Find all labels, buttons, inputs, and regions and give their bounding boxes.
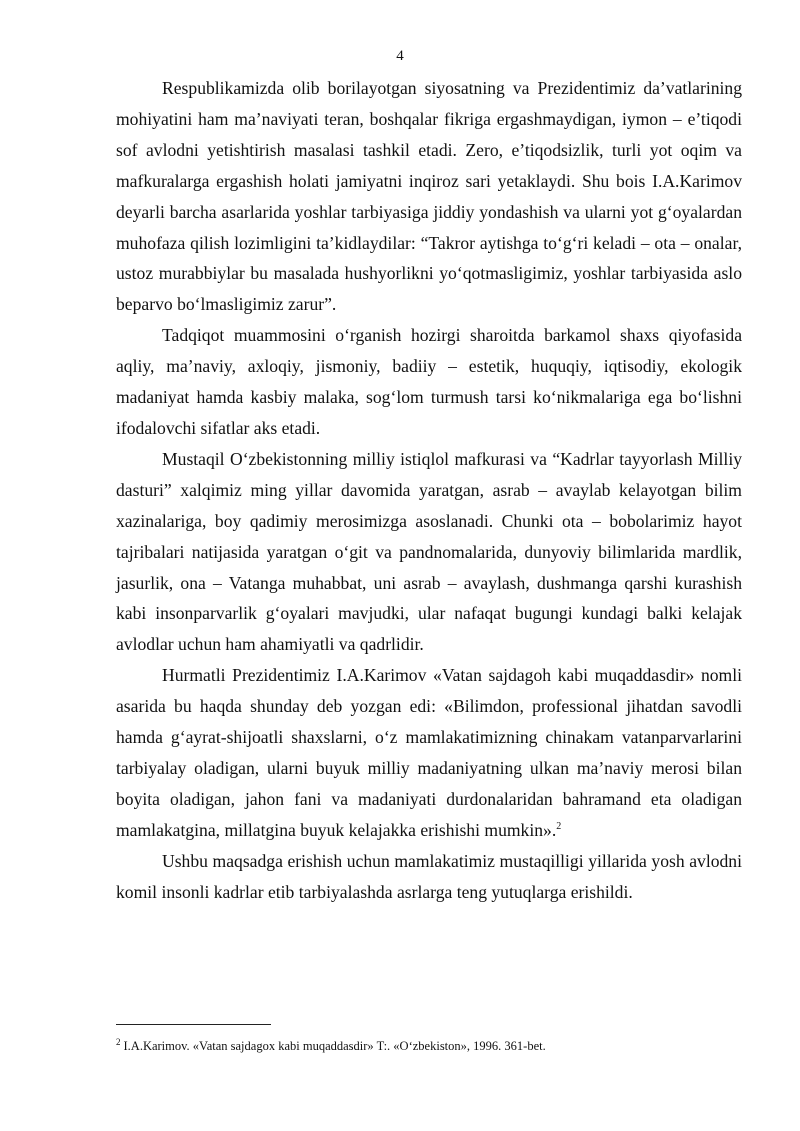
page-number: 4 bbox=[396, 48, 404, 64]
footnote bbox=[116, 1038, 742, 1054]
paragraph-5: Ushbu maqsadga erishish uchun mamlakatimiz mustaqilligi yillarida yosh avlodni komil insonli kadrlar etib tarbiyalashda asrlarga teng yutuqlarga erishildi. bbox=[116, 850, 742, 902]
paragraph-4-text: Hurmatli Prezidentimiz I.A.Karimov «Vatan sajdagoh kabi muqaddasdir» nomli asarida bu haqda shunday deb yozgan edi: «Bilimdon, professional jihatdan savodli hamda g‘ayrat-shijoatli shaxslarni, o‘z mamlakatimizning chinakam vatanparvarlarini tarbiyalay oladigan, ularni buyuk milliy madaniyatning ulkan ma’naviy merosi bilan boyita oladigan, jahon fani va madaniyati durdonalaridan bahramand eta oladigan mamlakatgina, millatgina buyuk kelajakka erishishi mumkin». bbox=[116, 665, 742, 840]
footnote-mark: 2 bbox=[116, 1036, 121, 1047]
footnote-text: I.A.Karimov. «Vatan sajdagox kabi muqaddasdir» T:. «O‘zbekiston», 1996. 361-bet. bbox=[123, 1039, 546, 1053]
footnote-reference[interactable]: 2 bbox=[556, 820, 562, 832]
paragraph-3: Mustaqil O‘zbekistonning milliy istiqlol mafkurasi va “Kadrlar tayyorlash Milliy dasturi” xalqimiz ming yillar davomida yaratgan, asrab – avaylab kelayotgan bilim xazinalariga, boy qadimiy merosimizga asoslanadi. Chunki ota – bobolarimiz hayot tajribalari natijasida yaratgan o‘git va pandnomalarida, dunyoviy bilimlarida mardlik, jasurlik, ona – Vatanga muhabbat, uni asrab – avaylash, dushmanga qarshi kurashish kabi insonparvarlik g‘oyalari mavjudki, ular nafaqat bugungi kundagi balki kelajak avlodlar uchun ham ahamiyatli va qadrlidir. bbox=[116, 448, 742, 655]
footnote-divider bbox=[116, 1024, 271, 1025]
paragraph-4 bbox=[116, 660, 742, 845]
body-text bbox=[116, 73, 742, 907]
paragraph-1: Respublikamizda olib borilayotgan siyosatning va Prezidentimiz da’vatlarining mohiyatini ham ma’naviyati teran, boshqalar fikriga ergashmaydigan, iymon – e’tiqodi sof avlodni yetishtirish masalasi tashkil etadi. Zero, e’tiqodsizlik, turli yot oqim va mafkuralarga ergashish holati jamiyatni inqiroz sari yetaklaydi. Shu bois I.A.Karimov deyarli barcha asarlarida yoshlar tarbiyasiga jiddiy yondashish va ularni yot g‘oyalardan muhofaza qilish lozimligini ta’kidlaydilar: “Takror aytishga to‘g‘ri keladi – ota – onalar, ustoz murabbiylar bu masalada hushyorlikni yo‘qotmasligimiz, yoshlar tarbiyasida aslo beparvo bo‘lmasligimiz zarur”. bbox=[116, 78, 742, 315]
paragraph-2: Tadqiqot muammosini o‘rganish hozirgi sharoitda barkamol shaxs qiyofasida aqliy, ma’naviy, axloqiy, jismoniy, badiiy – estetik, huquqiy, iqtisodiy, ekologik madaniyat hamda kasbiy malaka, sog‘lom turmush tarsi ko‘nikmalariga ega bo‘lishni ifodalovchi sifatlar aks etadi. bbox=[116, 325, 742, 438]
